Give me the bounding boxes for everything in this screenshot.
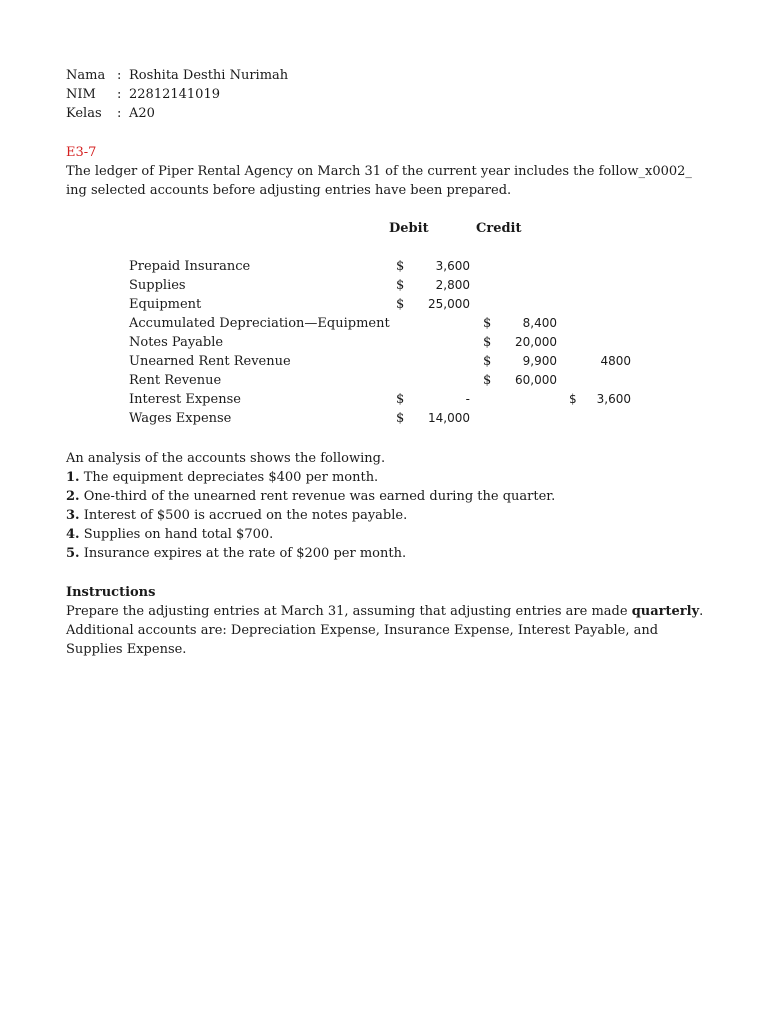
kelas-label: Kelas <box>66 106 102 121</box>
ledger-note-amount: 4800 <box>600 354 631 368</box>
exercise-code: E3-7 <box>66 145 97 160</box>
ledger-debit-symbol: $ <box>396 392 405 407</box>
ledger-debit-symbol: $ <box>396 278 405 293</box>
analysis-item-text: Supplies on hand total $700. <box>83 527 274 542</box>
nim-label: NIM <box>66 87 96 102</box>
instructions-heading: Instructions <box>66 585 156 600</box>
exercise-intro-line2: ing selected accounts before adjusting entries have been prepared. <box>66 183 512 198</box>
ledger-debit-symbol: $ <box>396 297 405 312</box>
ledger-note-amount: 3,600 <box>596 392 631 406</box>
analysis-item-text: The equipment depreciates $400 per month. <box>83 470 379 485</box>
ledger-debit-symbol: $ <box>396 259 405 274</box>
ledger-credit-symbol: $ <box>483 354 492 369</box>
ledger-debit-amount: 3,600 <box>435 259 470 273</box>
ledger-account: Interest Expense <box>129 392 241 407</box>
debit-header: Debit <box>389 221 429 236</box>
ledger-note-symbol: $ <box>569 392 577 406</box>
kelas-separator: : <box>117 106 122 121</box>
ledger-account: Notes Payable <box>129 335 224 350</box>
ledger-debit-amount: 14,000 <box>428 411 470 425</box>
ledger-account: Unearned Rent Revenue <box>129 354 291 369</box>
ledger-credit-symbol: $ <box>483 335 492 350</box>
ledger-credit-symbol: $ <box>483 373 492 388</box>
instructions-line1-text: Prepare the adjusting entries at March 31, assuming that adjusting entries are made <box>66 604 632 619</box>
analysis-item-text: One-third of the unearned rent revenue was earned during the quarter. <box>83 489 556 504</box>
ledger-account: Wages Expense <box>129 411 232 426</box>
ledger-account: Supplies <box>129 278 186 293</box>
ledger-credit-amount: 60,000 <box>515 373 557 387</box>
analysis-item <box>66 468 378 487</box>
nim-value: 22812141019 <box>129 87 220 102</box>
nama-value: Roshita Desthi Nurimah <box>129 68 289 83</box>
analysis-item <box>66 506 407 525</box>
nim-separator: : <box>117 87 122 102</box>
analysis-item-number: 2. <box>66 489 80 504</box>
instructions-line2: Additional accounts are: Depreciation Expense, Insurance Expense, Interest Payable, and <box>66 623 659 638</box>
ledger-credit-symbol: $ <box>483 316 492 331</box>
instructions-line3: Supplies Expense. <box>66 642 187 657</box>
kelas-value: A20 <box>129 106 155 121</box>
ledger-debit-amount: - <box>465 392 470 406</box>
analysis-item <box>66 525 273 544</box>
analysis-item-number: 5. <box>66 546 80 561</box>
ledger-debit-amount: 25,000 <box>428 297 470 311</box>
ledger-credit-amount: 9,900 <box>522 354 557 368</box>
analysis-item-text: Interest of $500 is accrued on the notes payable. <box>83 508 408 523</box>
instructions-line1 <box>66 602 703 621</box>
analysis-intro: An analysis of the accounts shows the following. <box>66 451 386 466</box>
analysis-item-number: 1. <box>66 470 80 485</box>
ledger-account: Equipment <box>129 297 202 312</box>
analysis-item-number: 3. <box>66 508 80 523</box>
instructions-emphasis: quarterly <box>631 604 700 619</box>
ledger-credit-amount: 20,000 <box>515 335 557 349</box>
analysis-item-text: Insurance expires at the rate of $200 per month. <box>83 546 407 561</box>
ledger-account: Accumulated Depreciation—Equipment <box>129 316 390 331</box>
analysis-item-number: 4. <box>66 527 80 542</box>
analysis-item <box>66 544 406 563</box>
instructions-line1-end: . <box>699 604 704 619</box>
nama-label: Nama <box>66 68 106 83</box>
credit-header: Credit <box>476 221 522 236</box>
nama-separator: : <box>117 68 122 83</box>
ledger-debit-amount: 2,800 <box>435 278 470 292</box>
exercise-intro-line1: The ledger of Piper Rental Agency on March 31 of the current year includes the follow_x0002_ <box>66 164 692 179</box>
ledger-debit-symbol: $ <box>396 411 405 426</box>
ledger-credit-amount: 8,400 <box>522 316 557 330</box>
ledger-account: Prepaid Insurance <box>129 259 251 274</box>
ledger-account: Rent Revenue <box>129 373 222 388</box>
analysis-item <box>66 487 555 506</box>
